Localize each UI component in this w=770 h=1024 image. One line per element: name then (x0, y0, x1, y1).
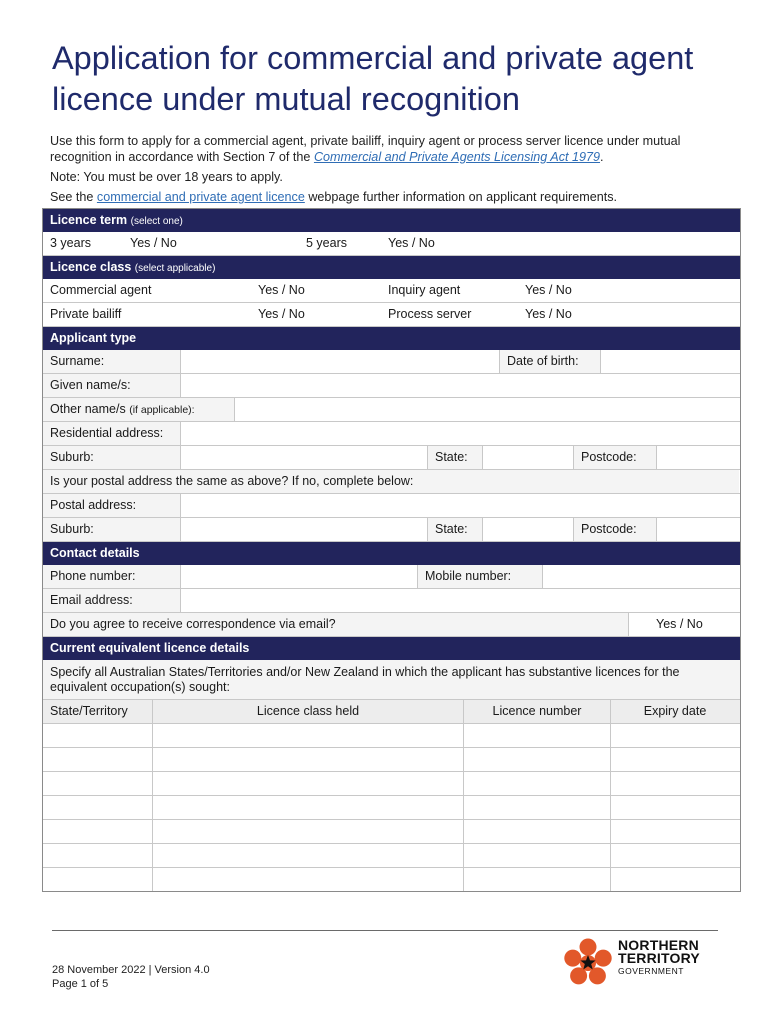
state-cell[interactable] (43, 724, 153, 747)
phone-field[interactable] (181, 565, 417, 588)
postcode-field[interactable] (657, 446, 739, 469)
email-label: Email address: (43, 589, 181, 612)
process-server-label: Process server (388, 307, 472, 321)
class-cell[interactable] (153, 844, 464, 867)
postal-suburb-row (43, 518, 740, 542)
state-cell[interactable] (43, 844, 153, 867)
expiry-cell[interactable] (611, 796, 739, 819)
state-cell[interactable] (43, 796, 153, 819)
intro-period: . (600, 150, 604, 164)
given-names-row (43, 374, 740, 398)
logo-line-government: GOVERNMENT (618, 966, 684, 976)
surname-field[interactable] (181, 350, 499, 373)
postal-postcode-label: Postcode: (573, 518, 657, 541)
inquiry-agent-label: Inquiry agent (388, 283, 461, 297)
other-names-hint: (if applicable): (129, 404, 195, 416)
postal-address-row (43, 494, 740, 518)
process-server-choice[interactable]: Yes / No (525, 307, 572, 321)
phone-label: Phone number: (43, 565, 181, 588)
licence-term-row (43, 232, 740, 256)
postal-address-label: Postal address: (43, 494, 181, 517)
email-consent-label: Do you agree to receive correspondence via email? (43, 613, 629, 636)
logo-line-territory: TERRITORY (618, 950, 700, 966)
page-number: Page 1 of 5 (52, 978, 109, 990)
logo-wordmark (618, 939, 700, 978)
licence-class-hint: (select applicable) (134, 263, 216, 274)
licence-table-header (43, 700, 740, 724)
column-licence-number: Licence number (464, 700, 611, 723)
postal-state-label: State: (427, 518, 483, 541)
postcode-label: Postcode: (573, 446, 657, 469)
class-cell[interactable] (153, 868, 464, 891)
residential-address-label: Residential address: (43, 422, 181, 445)
commercial-agent-label: Commercial agent (50, 283, 152, 297)
class-cell[interactable] (153, 748, 464, 771)
expiry-cell[interactable] (611, 820, 739, 843)
age-note: Note: You must be over 18 years to apply. (50, 170, 283, 184)
state-label: State: (427, 446, 483, 469)
licence-table-body (43, 724, 740, 891)
class-cell[interactable] (153, 796, 464, 819)
residential-row (43, 422, 740, 446)
term-5-years-choice[interactable]: Yes / No (388, 236, 435, 250)
inquiry-agent-choice[interactable]: Yes / No (525, 283, 572, 297)
table-row (43, 820, 740, 844)
postal-suburb-label: Suburb: (43, 518, 181, 541)
current-licence-heading: Current equivalent licence details (43, 637, 740, 660)
act-link[interactable]: Commercial and Private Agents Licensing Act 1979 (313, 150, 601, 164)
expiry-cell[interactable] (611, 868, 739, 891)
number-cell[interactable] (464, 796, 611, 819)
nt-government-logo (560, 935, 720, 990)
phone-row (43, 565, 740, 589)
other-names-label (43, 398, 235, 421)
other-names-row (43, 398, 740, 422)
expiry-cell[interactable] (611, 724, 739, 747)
other-names-text: Other name/s (50, 402, 126, 416)
column-state-territory: State/Territory (43, 700, 153, 723)
table-row (43, 748, 740, 772)
webpage-link[interactable]: commercial and private agent licence (96, 190, 305, 204)
table-row (43, 772, 740, 796)
state-cell[interactable] (43, 820, 153, 843)
see-prefix: See the (50, 190, 97, 204)
surname-label: Surname: (43, 350, 181, 373)
table-row (43, 868, 740, 891)
email-field[interactable] (181, 589, 739, 612)
postal-state-field[interactable] (483, 518, 573, 541)
licence-term-heading (43, 209, 740, 232)
class-cell[interactable] (153, 820, 464, 843)
state-cell[interactable] (43, 868, 153, 891)
number-cell[interactable] (464, 868, 611, 891)
table-row (43, 796, 740, 820)
expiry-cell[interactable] (611, 772, 739, 795)
table-row (43, 724, 740, 748)
footer-divider (52, 930, 718, 931)
number-cell[interactable] (464, 844, 611, 867)
class-cell[interactable] (153, 772, 464, 795)
table-row (43, 844, 740, 868)
specify-instructions: Specify all Australian States/Territories and/or New Zealand in which the applicant has substantive licences for the equivalent occupation(s) sought: (43, 660, 740, 700)
private-bailiff-label: Private bailiff (50, 307, 122, 321)
private-bailiff-choice[interactable]: Yes / No (258, 307, 305, 321)
dob-label: Date of birth: (499, 350, 601, 373)
desert-rose-icon (560, 935, 616, 990)
commercial-agent-choice[interactable]: Yes / No (258, 283, 305, 297)
class-cell[interactable] (153, 724, 464, 747)
expiry-cell[interactable] (611, 748, 739, 771)
suburb-row (43, 446, 740, 470)
licence-term-title: Licence term (50, 213, 128, 227)
mobile-label: Mobile number: (417, 565, 543, 588)
state-cell[interactable] (43, 772, 153, 795)
intro-paragraph (50, 133, 740, 165)
application-form (42, 208, 741, 892)
licence-class-row-1 (43, 279, 740, 303)
term-3-years-label: 3 years (50, 236, 91, 250)
other-names-field[interactable] (235, 398, 739, 421)
intro (50, 133, 740, 209)
expiry-cell[interactable] (611, 844, 739, 867)
email-consent-row (43, 613, 740, 637)
number-cell[interactable] (464, 772, 611, 795)
postal-question: Is your postal address the same as above? If no, complete below: (43, 470, 739, 493)
licence-class-row-2 (43, 303, 740, 327)
see-webpage (50, 189, 740, 205)
applicant-type-heading: Applicant type (43, 327, 740, 350)
page-title: Application for commercial and private agent licence under mutual recognition (52, 40, 694, 117)
suburb-label: Suburb: (43, 446, 181, 469)
surname-row (43, 350, 740, 374)
number-cell[interactable] (464, 748, 611, 771)
postal-suburb-field[interactable] (181, 518, 427, 541)
given-names-label: Given name/s: (43, 374, 181, 397)
licence-class-title: Licence class (50, 260, 132, 274)
licence-class-heading (43, 256, 740, 279)
licence-term-hint: (select one) (130, 216, 183, 227)
see-suffix: webpage further information on applicant requirements. (304, 190, 618, 204)
contact-details-heading: Contact details (43, 542, 740, 565)
footer (52, 963, 210, 991)
dob-field[interactable] (601, 350, 739, 373)
logo-line-northern: NORTHERN (618, 937, 699, 953)
term-5-years-label: 5 years (306, 236, 347, 250)
email-row (43, 589, 740, 613)
residential-address-field[interactable] (181, 422, 739, 445)
suburb-field[interactable] (181, 446, 427, 469)
number-cell[interactable] (464, 820, 611, 843)
term-3-years-choice[interactable]: Yes / No (130, 236, 177, 250)
postal-address-field[interactable] (181, 494, 739, 517)
column-licence-class: Licence class held (153, 700, 464, 723)
date-version: 28 November 2022 | Version 4.0 (52, 964, 210, 976)
state-cell[interactable] (43, 748, 153, 771)
postal-question-row (43, 470, 740, 494)
email-consent-choice[interactable]: Yes / No (656, 617, 703, 631)
state-field[interactable] (483, 446, 573, 469)
number-cell[interactable] (464, 724, 611, 747)
postal-postcode-field[interactable] (657, 518, 739, 541)
mobile-field[interactable] (543, 565, 739, 588)
given-names-field[interactable] (181, 374, 739, 397)
intro-text: Use this form to apply for a commercial agent, private bailiff, inquiry agent or process server licence under mutual recognition in accordance with Section 7 of the (50, 134, 681, 164)
column-expiry-date: Expiry date (643, 704, 707, 718)
